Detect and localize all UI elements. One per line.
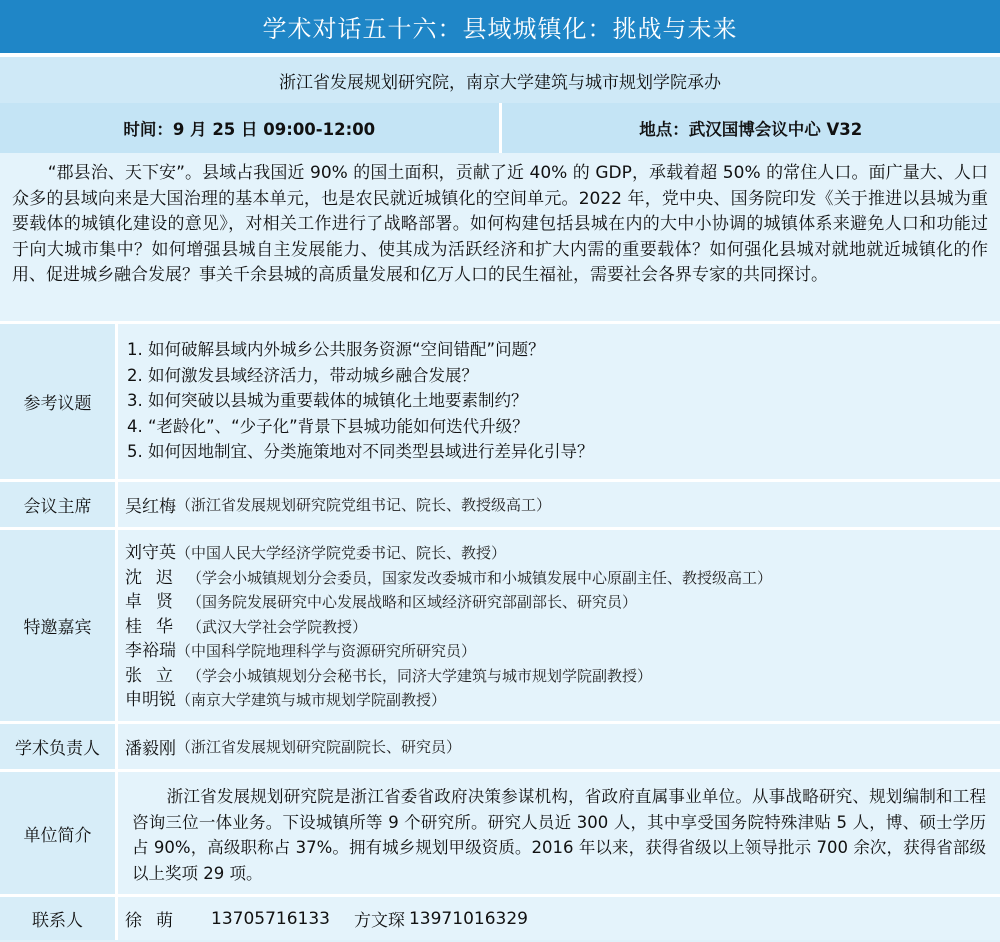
guest-item (125, 541, 1000, 566)
contact-label: 联系人 (0, 897, 118, 940)
chair-name: 吴红梅 (125, 497, 176, 517)
guest-name: 申明锐 (125, 690, 176, 710)
topic-item: 3. 如何突破以县城为重要载体的城镇化土地要素制约？ (127, 391, 528, 410)
contact-phone: 13971016329 (408, 908, 528, 929)
guest-role: （武汉大学社会学院教授） (187, 617, 368, 636)
unit-label: 单位简介 (0, 772, 118, 894)
guest-name: 张立 (125, 665, 187, 686)
guest-name: 刘守英 (125, 543, 176, 563)
guest-role: （南京大学建筑与城市规划学院副教授） (176, 691, 447, 709)
lead-section (0, 721, 1000, 769)
topic-item: 4. “老龄化”、“少子化”背景下县城功能如何迭代升级？ (127, 416, 529, 436)
contact-person: 方文琛 (353, 911, 405, 931)
topic-item: 2. 如何激发县域经济活力，带动城乡融合发展？ (127, 365, 478, 385)
lead-name: 潘毅刚 (125, 739, 176, 759)
guest-item (125, 590, 1000, 615)
contact-phone: 13705716133 (211, 908, 330, 929)
topics-section (0, 321, 1000, 479)
guest-role: （中国人民大学经济学院党委书记、院长、教授） (176, 544, 507, 562)
guest-item (125, 639, 1000, 664)
page-title: 学术对话五十六：县域城镇化：挑战与未来 (0, 0, 1000, 53)
guest-name: 桂华 (125, 616, 187, 637)
chair-role: （浙江省发展规划研究院党组书记、院长、教授级高工） (176, 496, 552, 514)
guest-role: （国务院发展研究中心发展战略和区域经济研究部副部长、研究员） (187, 593, 638, 611)
event-time: 时间：9 月 25 日 09:00-12:00 (123, 120, 376, 139)
time-place-row (0, 103, 1000, 153)
guests-list (118, 530, 1000, 721)
event-place: 地点：武汉国博会议中心 V32 (499, 103, 1000, 153)
lead-role: （浙江省发展规划研究院副院长、研究员） (176, 738, 462, 756)
chair-label: 会议主席 (0, 482, 118, 527)
guest-name: 李裕瑞 (125, 641, 176, 661)
guest-role: （学会小城镇规划分会委员，国家发改委城市和小城镇发展中心原副主任、教授级高工） (187, 568, 773, 587)
guest-item (125, 688, 1000, 713)
topic-item: 5. 如何因地制宜、分类施策地对不同类型县域进行差异化引导？ (127, 442, 594, 461)
unit-description: 浙江省发展规划研究院是浙江省委省政府决策参谋机构，省政府直属事业单位。从事战略研究、规划编制和工程咨询三位一体业务。下设城镇所等 9 个研究所。研究人员近 300 人，其中享受国务院特殊津贴 5 人，博、硕士学历占 90%，高级职称占 37%。拥有城乡规划甲级资质。2016 年以来，获得省级以上领导批示 700 余次，获得省部级以上奖项 29 项。 (132, 787, 986, 883)
guests-section (0, 527, 1000, 721)
chair-section (0, 479, 1000, 527)
contact-person: 徐萌 (125, 911, 187, 931)
guests-label: 特邀嘉宾 (0, 530, 118, 721)
guest-name: 沈迟 (125, 567, 187, 588)
guest-role: （学会小城镇规划分会秘书长，同济大学建筑与城市规划学院副教授） (187, 666, 653, 685)
guest-role: （中国科学院地理科学与资源研究所研究员） (176, 642, 477, 660)
guest-name: 卓贤 (125, 592, 187, 612)
unit-section (0, 769, 1000, 894)
guest-item (125, 664, 1000, 689)
organizer-line: 浙江省发展规划研究院，南京大学建筑与城市规划学院承办 (0, 53, 1000, 103)
guest-item (125, 566, 1000, 591)
contact-section (0, 894, 1000, 940)
topic-item: 1. 如何破解县域内外城乡公共服务资源“空间错配”问题？ (127, 340, 545, 359)
intro-paragraph: “郡县治、天下安”。县域占我国近 90% 的国土面积，贡献了近 40% 的 GDP，承载着超 50% 的常住人口。面广量大、人口众多的县域向来是大国治理的基本单元，也是农民就近城镇化的空间单元。2022 年，党中央、国务院印发《关于推进以县城为重要载体的城镇化建设的意见》，对相关工作进行了战略部署。如何构建包括县城在内的大中小协调的城镇体系来避免人口和功能过于向大城市集中？如何增强县城自主发展能力、使其成为活跃经济和扩大内需的重要载体？如何强化县城对就地就近城镇化的作用、促进城乡融合发展？事关千余县城的高质量发展和亿万人口的民生福祉，需要社会各界专家的共同探讨。 (0, 153, 1000, 321)
topics-list (118, 324, 1000, 479)
guest-item (125, 615, 1000, 640)
lead-label: 学术负责人 (0, 724, 118, 769)
topics-label: 参考议题 (0, 324, 118, 479)
